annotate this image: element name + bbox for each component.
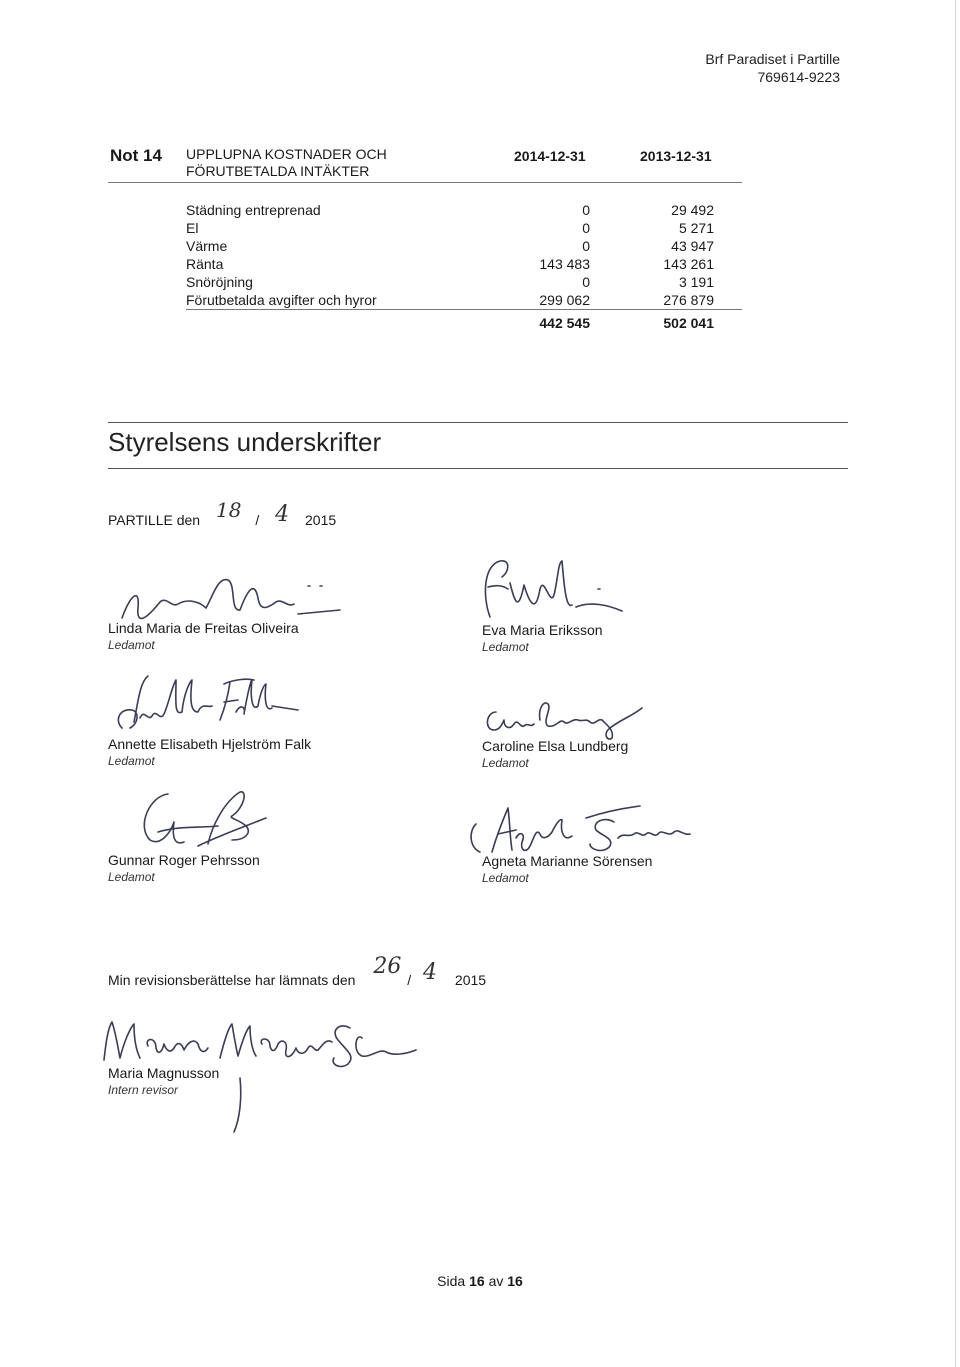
note-title xyxy=(186,146,387,180)
total-rule xyxy=(186,309,742,310)
signer-name: Gunnar Roger Pehrsson xyxy=(108,852,260,868)
date-separator: / xyxy=(255,512,260,528)
column-header-2014: 2014-12-31 xyxy=(514,148,586,164)
table-cell: 43 947 xyxy=(671,238,714,254)
handwritten-signature-caroline xyxy=(482,688,662,744)
table-row-label: Värme xyxy=(186,238,228,254)
handwritten-month: 4 xyxy=(423,960,438,985)
table-cell: 143 261 xyxy=(663,256,714,272)
table-cell: 29 492 xyxy=(671,202,714,218)
table-row-label: Förutbetalda avgifter och hyror xyxy=(186,292,377,308)
handwritten-signature-gunnar xyxy=(128,786,278,858)
page-prefix: Sida xyxy=(437,1273,466,1289)
document-header xyxy=(705,50,840,86)
table-row-label: Snöröjning xyxy=(186,274,253,290)
table-total-cell: 502 041 xyxy=(663,315,714,331)
signer-role: Ledamot xyxy=(482,756,529,770)
handwritten-day: 26 xyxy=(373,954,402,979)
table-cell: 5 271 xyxy=(678,220,714,236)
table-cell: 0 xyxy=(582,238,590,254)
handwritten-signature-annette xyxy=(112,672,312,742)
page-current: 16 xyxy=(469,1273,485,1289)
table-cell: 3 191 xyxy=(678,274,714,290)
revision-date-line xyxy=(108,954,487,991)
auditor-role: Intern revisor xyxy=(108,1083,179,1097)
table-cell: 0 xyxy=(582,274,590,290)
note-title-line2: FÖRUTBETALDA INTÄKTER xyxy=(186,163,370,179)
table-cell: 0 xyxy=(582,202,590,218)
page-edge xyxy=(955,0,956,1367)
note-label: Not 14 xyxy=(110,146,162,165)
table-cell: 143 483 xyxy=(539,256,590,272)
date-year: 2015 xyxy=(454,972,487,988)
signer-role: Ledamot xyxy=(108,870,155,884)
section-rule-bottom xyxy=(108,468,848,469)
org-number: 769614-9223 xyxy=(757,69,840,85)
signer-name: Caroline Elsa Lundberg xyxy=(482,738,629,754)
signer-role: Ledamot xyxy=(108,638,155,652)
section-rule-top xyxy=(108,422,848,423)
handwritten-day: 18 xyxy=(215,498,242,522)
signer-name: Eva Maria Eriksson xyxy=(482,622,603,638)
org-name: Brf Paradiset i Partille xyxy=(705,51,840,67)
signer-name: Annette Elisabeth Hjelström Falk xyxy=(108,736,312,752)
table-cell: 0 xyxy=(582,220,590,236)
page-separator: av xyxy=(488,1273,504,1289)
date-year: 2015 xyxy=(305,512,337,528)
note-header-rule xyxy=(108,182,742,183)
page-footer xyxy=(0,1273,960,1289)
table-row-label: Städning entreprenad xyxy=(186,202,321,218)
section-title: Styrelsens underskrifter xyxy=(108,427,382,457)
page-total: 16 xyxy=(507,1273,523,1289)
signer-role: Ledamot xyxy=(482,640,529,654)
signer-name: Linda Maria de Freitas Oliveira xyxy=(108,620,299,636)
handwritten-signature-eva xyxy=(480,555,630,625)
place-prefix: PARTILLE den xyxy=(108,512,201,528)
note-title-line1: UPPLUPNA KOSTNADER OCH xyxy=(186,146,387,162)
handwritten-month: 4 xyxy=(275,502,290,527)
table-row-label: El xyxy=(186,220,199,236)
table-row-label: Ränta xyxy=(186,256,224,272)
signer-name: Agneta Marianne Sörensen xyxy=(482,853,653,869)
column-header-2013: 2013-12-31 xyxy=(640,148,712,164)
signer-role: Ledamot xyxy=(482,871,529,885)
table-total-cell: 442 545 xyxy=(539,315,590,331)
date-separator: / xyxy=(407,972,412,988)
revision-text: Min revisionsberättelse har lämnats den xyxy=(108,972,356,988)
signing-date-line xyxy=(108,498,337,531)
handwritten-signature-linda xyxy=(108,568,348,628)
auditor-name: Maria Magnusson xyxy=(108,1065,220,1081)
table-cell: 299 062 xyxy=(539,292,590,308)
signer-role: Ledamot xyxy=(108,754,155,768)
table-cell: 276 879 xyxy=(663,292,714,308)
